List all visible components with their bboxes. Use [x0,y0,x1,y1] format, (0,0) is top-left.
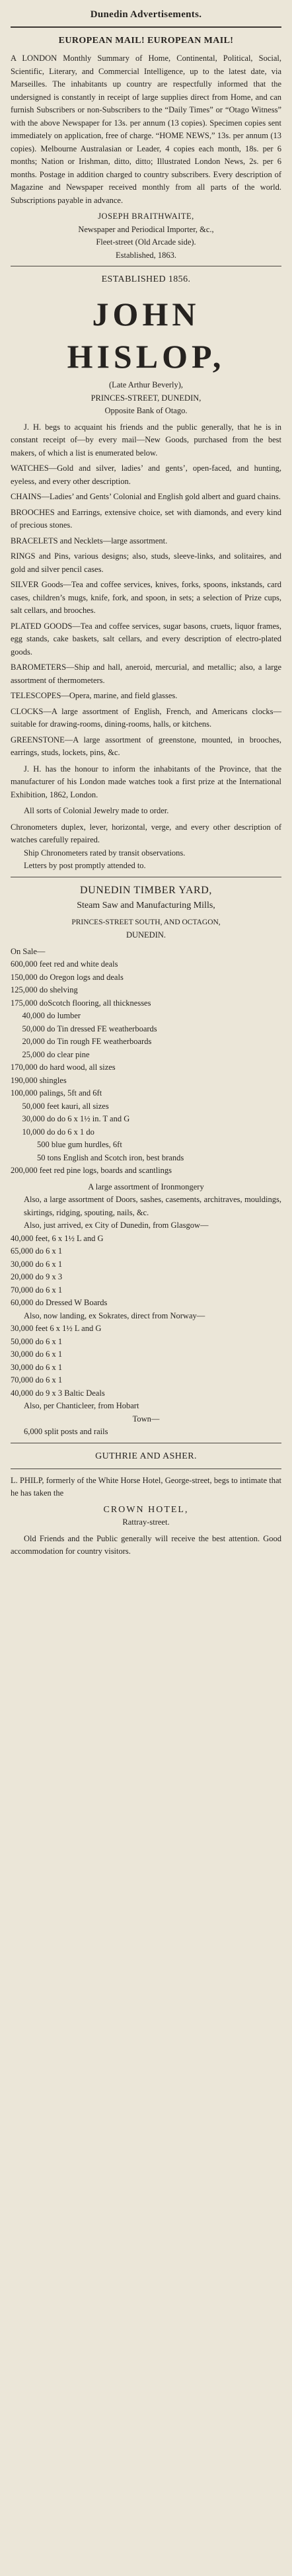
braithwaite-established: Established, 1863. [115,250,176,260]
hislop-ad [11,272,281,873]
timber-line: 170,000 do hard wood, all sizes [11,1063,116,1072]
timber-posts: 6,000 split posts and rails [24,1427,108,1436]
timber-line: 500 blue gum hurdles, 6ft [37,1140,122,1149]
timber-subtitle: Steam Saw and Manufacturing Mills, [77,900,215,910]
hislop-intro: J. H. begs to acquaint his friends and the public generally, that he is in constant receipt of—by every mail—New Goods, purchased from the best makers, of which a list is enumerated below. [11,422,281,458]
timber-norway-line: 30,000 do 6 x 1 [11,1362,63,1372]
guthrie-title: GUTHRIE AND ASHER. [95,1451,197,1461]
header-rule [11,26,281,28]
hislop-item-barometers: BAROMETERS—Ship and hall, aneroid, mercurial, and metallic; also, a large assortment of thermometers. [11,663,281,685]
timber-ironmongery: A large assortment of Ironmongery [88,1182,204,1191]
timber-line: 10,000 do do 6 x 1 do [22,1127,94,1137]
timber-doors: Also, a large assortment of Doors, sashes, casements, architraves, mouldings, skirtings, ridging, spouting, nails, &c. [24,1195,281,1217]
hislop-item-brooches: BROOCHES and Earrings, extensive choice, set with diamonds, and every kind of precious stones. [11,507,281,530]
braithwaite-body: A LONDON Monthly Summary of Home, Continental, Political, Social, Scientific, Literary, and Commercial Intelligence, up to the latest date, via Marseilles. The inhabitants up country are respectfully informed that the undersigned is constantly in receipt of large supplies direct from Home, and can furnish Subscribers or non-Subscribers to the “Daily Times” or “Otago Witness” with the above Newspaper for 13s. per annum (13 copies). Specimen copies sent immediately on application, free of charge. “HOME NEWS,” 13s. per annum (13 copies). Melbourne Australasian or Leader, 4 copies each month, 18s. per 6 months; Nation or Irishman, ditto, ditto; Illustrated London News, 2s. per 6 months. Postage in addition charged to country subscribers. Every description of Magazine and Newspaper received monthly from all parts of the world. Subscriptions payable in advance. [11,54,281,205]
timber-sokrates: Also, now landing, ex Sokrates, direct from Norway— [24,1310,205,1320]
timber-glasgow-line: 20,000 do 9 x 3 [11,1272,63,1281]
hislop-item-greenstone: GREENSTONE—A large assortment of greenstone, mounted, in brooches, earrings, studs, lockets, pins, &c. [11,735,281,757]
timber-chanticleer-town: Town— [132,1414,160,1424]
timber-city: DUNEDIN. [126,930,166,940]
hislop-item-clocks: CLOCKS—A large assortment of English, French, and Americans clocks—suitable for drawing-rooms, dining-rooms, halls, or kitchens. [11,706,281,729]
timber-norway-line: 30,000 feet 6 x 1½ L and G [11,1324,102,1333]
timber-norway-line: 40,000 do 9 x 3 Baltic Deals [11,1388,105,1398]
crown-body: L. PHILP, formerly of the White Horse Hotel, George-street, begs to intimate that he has taken the [11,1475,281,1498]
hislop-honour: J. H. has the honour to inform the inhabitants of the Province, that the manufacturer of his London made watches took a first prize at the International Exhibition, 1862, London. [11,764,281,799]
crown-street: Rattray-street. [122,1517,170,1527]
page-header: Dunedin Advertisements. [90,9,202,20]
timber-ad [11,883,281,1439]
braithwaite-address: Fleet-street (Old Arcade side). [96,237,196,247]
hislop-item-telescopes: TELESCOPES—Opera, marine, and field glasses. [11,691,178,700]
timber-line: 600,000 feet red and white deals [11,959,118,969]
timber-line: 50,000 do Tin dressed FE weatherboards [22,1024,157,1033]
hislop-opposite: Opposite Bank of Otago. [104,406,188,415]
timber-line: 150,000 do Oregon logs and deals [11,972,124,982]
timber-line: 50 tons English and Scotch iron, best brands [37,1152,184,1162]
timber-line: 25,000 do clear pine [22,1049,90,1059]
hislop-established: ESTABLISHED 1856. [101,274,191,284]
timber-glasgow-line: 70,000 do 6 x 1 [11,1285,63,1295]
hislop-name: JOHN HISLOP, [67,296,225,375]
timber-glasgow-line: 60,000 do Dressed W Boards [11,1298,108,1307]
hislop-late: (Late Arthur Beverly), [108,380,184,389]
hislop-ship: Ship Chronometers rated by transit observations. [24,848,186,858]
timber-line: 125,000 do shelving [11,985,78,994]
hislop-letters: Letters by post promptly attended to. [24,861,146,870]
timber-norway-list [11,1322,281,1400]
timber-on-sale: On Sale— [11,946,46,956]
braithwaite-role: Newspaper and Periodical Importer, &c., [78,224,214,234]
crown-ad [11,1474,281,1558]
timber-title: DUNEDIN TIMBER YARD, [80,884,212,896]
timber-line: 50,000 feet kauri, all sizes [22,1101,109,1111]
timber-line: 200,000 feet red pine logs, boards and scantlings [11,1166,172,1175]
braithwaite-title: EUROPEAN MAIL! EUROPEAN MAIL! [58,36,234,46]
timber-chanticleer: Also, per Chanticleer, from Hobart [24,1401,139,1410]
hislop-item-rings: RINGS and Pins, various designs; also, studs, sleeve-links, and solitaires, and gold and silver pencil cases. [11,551,281,574]
crown-hotel: CROWN HOTEL, [103,1504,189,1515]
timber-line: 175,000 doScotch flooring, all thicknesses [11,998,151,1008]
hislop-item-watches: WATCHES—Gold and silver, ladies’ and gents’, open-faced, and hunting, eyeless, and every other description. [11,463,281,486]
timber-dunedin: Also, just arrived, ex City of Dunedin, from Glasgow— [24,1221,209,1230]
hislop-item-silver: SILVER Goods—Tea and coffee services, knives, forks, spoons, inkstands, card cases, children’s mugs, knife, fork, and spoon, in sets; a selection of Prize cups, salt cellars, and brooches. [11,580,281,615]
timber-line: 20,000 do Tin rough FE weatherboards [22,1037,152,1046]
hislop-item-bracelets: BRACELETS and Necklets—large assortment. [11,536,168,545]
hislop-colonial: All sorts of Colonial Jewelry made to order. [24,806,169,815]
timber-line: 190,000 shingles [11,1075,67,1085]
braithwaite-ad [11,33,281,262]
timber-glasgow-line: 30,000 do 6 x 1 [11,1259,63,1269]
timber-glasgow-list [11,1232,281,1310]
timber-norway-line: 50,000 do 6 x 1 [11,1336,63,1346]
hislop-chronometers: Chronometers duplex, lever, horizontal, verge, and every other description of watches carefully repaired. [11,822,281,844]
timber-line: 100,000 palings, 5ft and 6ft [11,1088,102,1098]
timber-norway-line: 70,000 do 6 x 1 [11,1375,63,1385]
timber-glasgow-line: 65,000 do 6 x 1 [11,1246,63,1256]
timber-line: 40,000 do lumber [22,1011,81,1020]
crown-closing: Old Friends and the Public generally will receive the best attention. Good accommodation for country visitors. [11,1533,281,1556]
timber-list [11,958,281,1178]
timber-norway-line: 30,000 do 6 x 1 [11,1349,63,1359]
timber-glasgow-line: 40,000 feet, 6 x 1½ L and G [11,1233,104,1243]
hislop-item-plated: PLATED GOODS—Tea and coffee services, sugar basons, cruets, liquor frames, egg stands, cake baskets, salt cellars, and every description of electro-plated goods. [11,621,281,657]
hislop-item-chains: CHAINS—Ladies’ and Gents’ Colonial and English gold albert and guard chains. [11,492,281,501]
hislop-street: PRINCES-STREET, DUNEDIN, [91,393,201,403]
braithwaite-name: JOSEPH BRAITHWAITE, [98,212,194,221]
timber-line: 30,000 do do 6 x 1½ in. T and G [22,1114,130,1123]
timber-street: PRINCES-STREET SOUTH, AND OCTAGON, [71,918,221,926]
